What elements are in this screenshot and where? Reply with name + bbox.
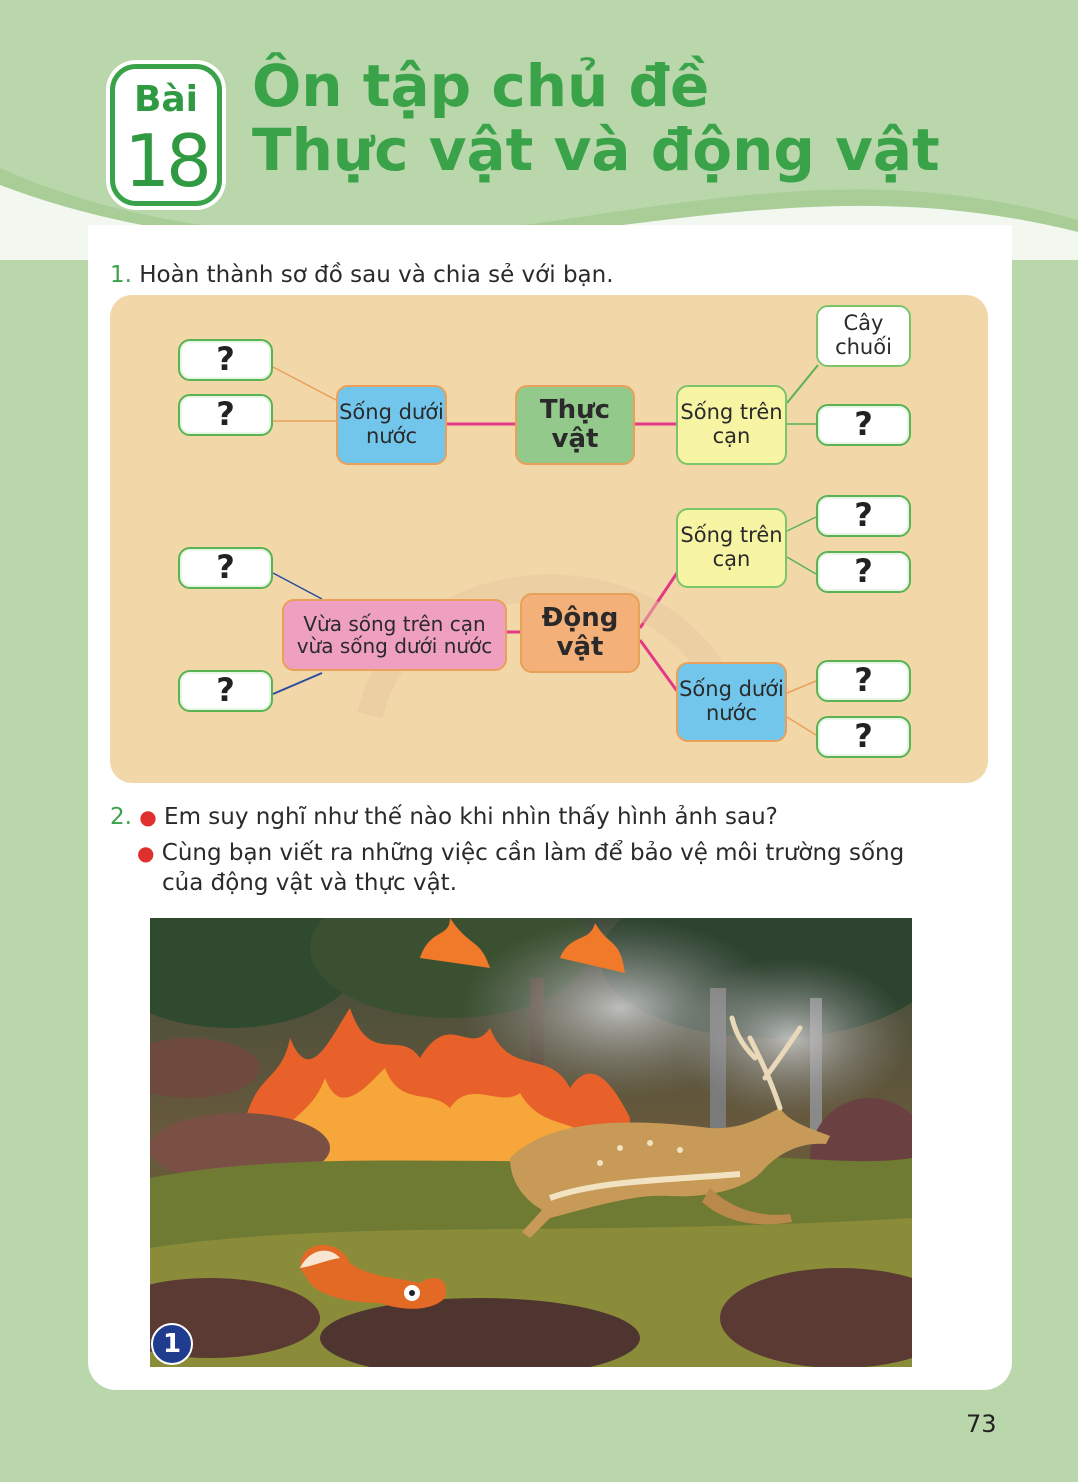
plant-water-node: Sống dưới nước	[336, 385, 447, 465]
exercise-2-task-line1: Cùng bạn viết ra những việc cần làm để bảo vệ môi trường sống	[161, 840, 905, 866]
bullet-icon: ●	[139, 805, 157, 829]
bullet-icon: ●	[137, 841, 155, 865]
forest-fire-illustration	[150, 918, 912, 1367]
exercise-1-number: 1.	[110, 262, 132, 288]
exercise-2-bullet-1	[110, 804, 778, 830]
animal-amphibious-example-1[interactable]: ?	[178, 547, 273, 589]
animal-water-node: Sống dưới nước	[676, 662, 787, 742]
plant-water-example-1[interactable]: ?	[178, 339, 273, 381]
forest-fire-picture	[150, 918, 912, 1367]
exercise-2-task-line2: của động vật và thực vật.	[162, 870, 458, 896]
animal-amphibious-node: Vừa sống trên cạn vừa sống dưới nước	[282, 599, 507, 671]
animal-land-example-2[interactable]: ?	[816, 551, 911, 593]
image-number-label: 1	[151, 1323, 193, 1365]
exercise-2-question: Em suy nghĩ như thế nào khi nhìn thấy hình ảnh sau?	[164, 804, 778, 830]
animal-center-node: Động vật	[520, 593, 640, 673]
exercise-2-bullet-2	[137, 840, 904, 866]
lesson-badge	[110, 64, 222, 206]
animal-water-example-1[interactable]: ?	[816, 660, 911, 702]
exercise-1-text: Hoàn thành sơ đồ sau và chia sẻ với bạn.	[139, 262, 614, 288]
page-number: 73	[966, 1410, 997, 1438]
plant-land-example-banana: Cây chuối	[816, 305, 911, 367]
plant-land-node: Sống trên cạn	[676, 385, 787, 465]
exercise-1	[110, 262, 614, 288]
page-title-line1: Ôn tập chủ đề	[252, 52, 710, 120]
page-title-line2: Thực vật và động vật	[252, 116, 940, 184]
animal-land-example-1[interactable]: ?	[816, 495, 911, 537]
animal-land-node: Sống trên cạn	[676, 508, 787, 588]
plant-center-node: Thực vật	[515, 385, 635, 465]
concept-diagram	[110, 295, 988, 783]
plant-land-example-2[interactable]: ?	[816, 404, 911, 446]
plant-water-example-2[interactable]: ?	[178, 394, 273, 436]
exercise-2-number: 2.	[110, 804, 132, 830]
lesson-number: 18	[124, 119, 208, 203]
animal-water-example-2[interactable]: ?	[816, 716, 911, 758]
lesson-word: Bài	[133, 79, 199, 120]
animal-amphibious-example-2[interactable]: ?	[178, 670, 273, 712]
